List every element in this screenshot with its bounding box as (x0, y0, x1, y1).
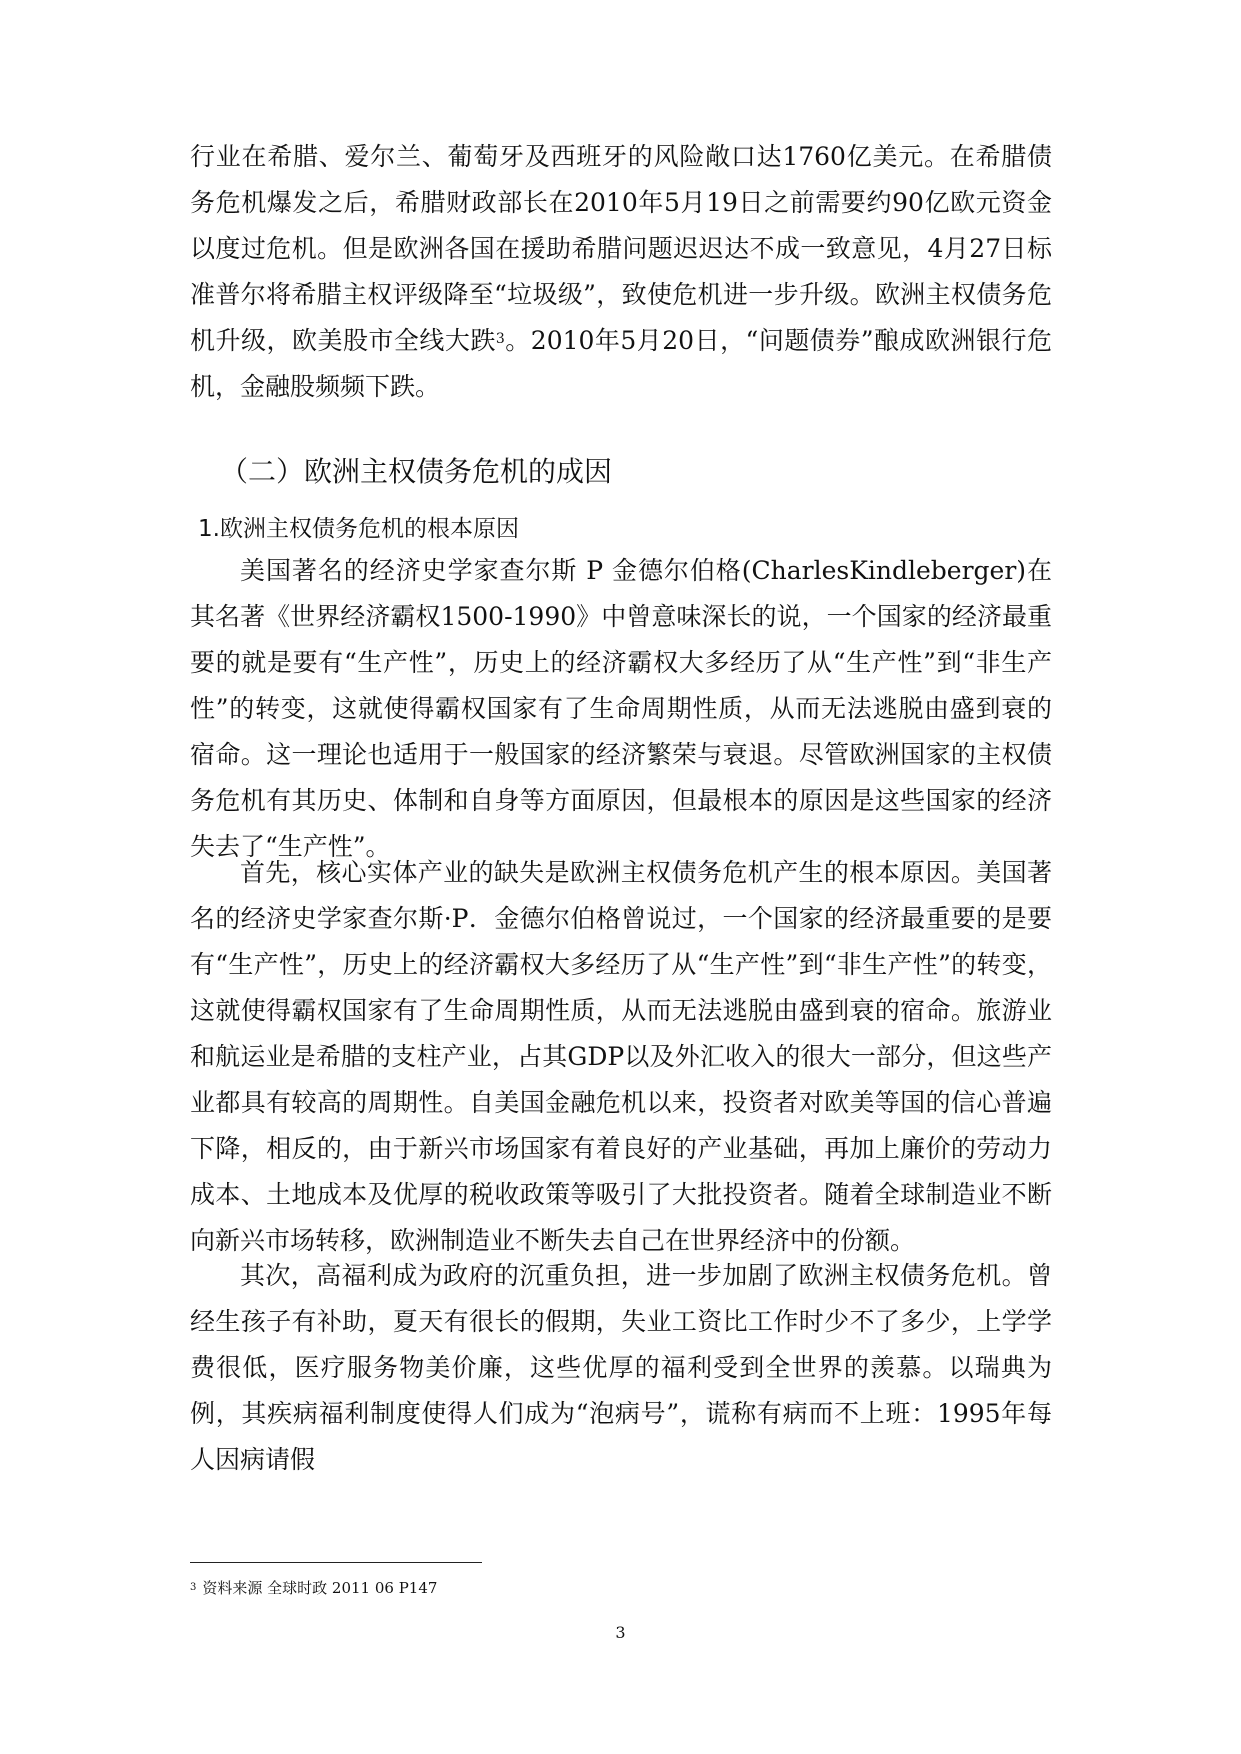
footnote-text: 资料来源 全球时政 2011 06 P147 (202, 1579, 438, 1597)
footnote-divider (190, 1562, 482, 1563)
section-heading: （二）欧洲主权债务危机的成因 (220, 455, 613, 488)
page-number: 3 (615, 1623, 626, 1642)
paragraph-second (190, 1253, 1052, 1483)
paragraph-intro (190, 134, 1052, 410)
footnote-reference[interactable]: 3 (495, 331, 505, 347)
paragraph-second-text: 其次，高福利成为政府的沉重负担，进一步加剧了欧洲主权债务危机。曾经生孩子有补助，夏天有很长的假期，失业工资比工作时少不了多少，上学学费很低，医疗服务物美价廉，这些优厚的福利受到全世界的羡慕。以瑞典为例，其疾病福利制度使得人们成为“泡病号”，谎称有病而不上班：1995年每人因病请假 (190, 1261, 1052, 1474)
paragraph-root-cause (190, 548, 1052, 870)
subsection-heading: 1.欧洲主权债务危机的根本原因 (198, 516, 519, 542)
paragraph-intro-text: 行业在希腊、爱尔兰、葡萄牙及西班牙的风险敞口达1760亿美元。在希腊债务危机爆发之后，希腊财政部长在2010年5月19日之前需要约90亿欧元资金以度过危机。但是欧洲各国在援助希腊问题迟迟达不成一致意见，4月27日标准普尔将希腊主权评级降至“垃圾级”，致使危机进一步升级。欧洲主权债务危机升级，欧美股市全线大跌 (190, 142, 1052, 355)
footnote-mark: 3 (190, 1582, 197, 1593)
paragraph-intro-text-cont: 。2010年5月20日，“问题债券”酿成欧洲银行危机，金融股频频下跌。 (190, 326, 1052, 401)
paragraph-first (190, 850, 1052, 1264)
paragraph-root-cause-text: 美国著名的经济史学家查尔斯 P 金德尔伯格(CharlesKindleberger)在其名著《世界经济霸权1500-1990》中曾意味深长的说，一个国家的经济最重要的就是要有“生产性”，历史上的经济霸权大多经历了从“生产性”到“非生产性”的转变，这就使得霸权国家有了生命周期性质，从而无法逃脱由盛到衰的宿命。这一理论也适用于一般国家的经济繁荣与衰退。尽管欧洲国家的主权债务危机有其历史、体制和自身等方面原因，但最根本的原因是这些国家的经济失去了“生产性”。 (190, 556, 1052, 861)
footnote (190, 1577, 437, 1599)
paragraph-first-text: 首先，核心实体产业的缺失是欧洲主权债务危机产生的根本原因。美国著名的经济史学家查尔斯·P．金德尔伯格曾说过，一个国家的经济最重要的是要有“生产性”，历史上的经济霸权大多经历了从“生产性”到“非生产性”的转变，这就使得霸权国家有了生命周期性质，从而无法逃脱由盛到衰的宿命。旅游业和航运业是希腊的支柱产业，占其GDP以及外汇收入的很大一部分，但这些产业都具有较高的周期性。自美国金融危机以来，投资者对欧美等国的信心普遍下降，相反的，由于新兴市场国家有着良好的产业基础，再加上廉价的劳动力成本、土地成本及优厚的税收政策等吸引了大批投资者。随着全球制造业不断向新兴市场转移，欧洲制造业不断失去自己在世界经济中的份额。 (190, 858, 1052, 1255)
